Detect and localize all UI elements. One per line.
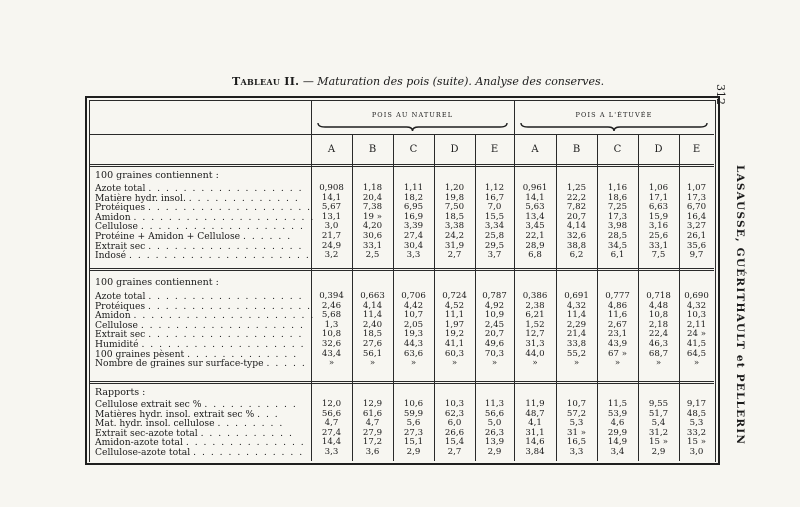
table-cell: 67 » [608, 348, 627, 359]
row-label-text: Humidité [95, 339, 142, 350]
row-rule [89, 134, 714, 135]
leader-dots: . . . [257, 408, 280, 420]
table-cell: » [410, 358, 417, 369]
table-cell: 2,29 [566, 319, 587, 330]
table-cell: 27,3 [403, 427, 424, 438]
table-cell: 2,7 [447, 250, 462, 261]
table-cell: 13,1 [321, 211, 342, 222]
section-title: 100 graines contiennent : [95, 277, 219, 288]
table-cell: 1,20 [444, 183, 465, 193]
table-cell: 21,4 [566, 329, 587, 340]
table-cell: 15 » [687, 437, 706, 448]
table-caption-text: — Maturation des pois (suite). Analyse des conserves. [302, 75, 605, 88]
table-cell: 46,3 [648, 339, 669, 349]
table-cell: 3,0 [689, 447, 704, 457]
table-cell: 4,42 [403, 300, 424, 311]
row-label-text: Nombre de graines sur surface-type [95, 358, 267, 370]
row-label-text: Cellulose [95, 221, 141, 233]
table-cell: » [328, 358, 335, 369]
row-label-text: Amidon-azote total [95, 437, 186, 449]
table-cell: 2,7 [447, 447, 462, 457]
table-cell: » [573, 358, 580, 369]
table-cell: 4,32 [566, 300, 587, 311]
group-brace [317, 122, 508, 134]
table-cell: 61,6 [362, 408, 383, 419]
column-header: E [692, 144, 701, 155]
table-cell: 18,2 [403, 192, 424, 203]
table-cell: 44,3 [403, 339, 424, 349]
table-cell: 7,0 [487, 202, 502, 213]
leader-dots: . . . . . . . . . . . . . . [185, 437, 306, 449]
table-cell: 6,2 [569, 250, 584, 261]
table-cell: 20,4 [362, 192, 383, 203]
table-cell: 31,9 [444, 240, 465, 251]
table-cell: 59,9 [403, 408, 424, 419]
table-cell: 6,63 [648, 202, 669, 213]
table-cell: 3,3 [569, 447, 584, 457]
table-cell: 4,14 [566, 221, 587, 232]
table-cell: 11,5 [607, 399, 628, 409]
table-cell: 41,5 [686, 339, 707, 349]
table-cell: 24,9 [321, 240, 342, 251]
table-cell: 14,1 [321, 192, 342, 203]
table-cell: 1,16 [607, 183, 628, 193]
table-cell: 19,3 [403, 329, 424, 340]
table-cell: 53,9 [607, 408, 628, 419]
row-rule [89, 381, 714, 382]
table-cell: 56,6 [484, 408, 505, 419]
table-cell: 3,39 [403, 221, 424, 232]
table-cell: 15,1 [403, 437, 424, 448]
table-cell: 2,11 [686, 319, 707, 330]
table-cell: 21,7 [321, 231, 342, 241]
table-cell: 1,12 [484, 183, 505, 193]
table-cell: 10,7 [403, 310, 424, 321]
table-cell: 5,3 [689, 418, 704, 429]
table-cell: » [532, 358, 538, 369]
table-cell: 62,3 [444, 408, 465, 419]
leader-dots: . . . . . . . . . . . . . . . . . . [148, 329, 303, 341]
table-cell: 68,7 [648, 348, 669, 359]
table-cell: 12,7 [525, 329, 545, 340]
table-cell: 2,45 [484, 319, 505, 330]
table-cell: 4,6 [610, 418, 625, 429]
leader-dots: . . . . . [266, 358, 307, 370]
table-cell: 0,961 [522, 183, 548, 193]
table-cell: 10,9 [484, 310, 505, 321]
table-cell: 6,95 [403, 202, 424, 213]
table-cell: 3,3 [406, 250, 421, 261]
table-cell: 60,3 [444, 348, 465, 359]
table-cell: 11,3 [484, 399, 505, 409]
group-brace [520, 122, 708, 134]
table-cell: 10,8 [321, 329, 342, 340]
table-cell: 3,45 [525, 221, 545, 232]
table-cell: 15 » [649, 437, 668, 448]
row-label-text: Matière hydr. insol. [95, 192, 189, 204]
table-cell: 6,70 [686, 202, 707, 213]
table-cell: 56,6 [321, 408, 342, 419]
table-cell: 11,9 [525, 399, 545, 409]
table-cell: 0,787 [482, 291, 507, 301]
leader-dots: . . . . . . . . . . . . . . . . . . . [141, 339, 306, 350]
table-cell: 2,9 [651, 447, 666, 457]
table-cell: 33,8 [566, 339, 587, 349]
table-cell: 23,1 [607, 329, 628, 340]
table-cell: 17,3 [686, 192, 707, 203]
running-head: LASAUSSE, GUÉRITHAULT et PELLERIN [734, 165, 746, 446]
table-cell: 0,691 [564, 291, 589, 301]
table-cell: 3,0 [324, 221, 339, 232]
table-cell: 63,6 [403, 348, 424, 359]
table-cell: 4,7 [365, 418, 380, 429]
table-cell: 10,6 [403, 399, 424, 409]
table-cell: 7,25 [607, 202, 628, 213]
table-cell: » [451, 358, 458, 369]
table-cell: 29,5 [484, 240, 505, 251]
column-header: A [531, 144, 539, 155]
table-cell: 19,8 [444, 192, 465, 203]
table-cell: 15,4 [444, 437, 465, 448]
table-cell: 38,8 [566, 240, 587, 251]
group-heading: POIS AU NATUREL [371, 111, 454, 119]
row-label-text: Protéiques [95, 300, 149, 312]
table-cell: 0,386 [522, 291, 548, 301]
row-rule [89, 268, 714, 269]
row-label-text: Mat. hydr. insol. cellulose [95, 418, 218, 430]
table-cell: 24 » [687, 329, 706, 340]
table-cell: 4,48 [648, 300, 669, 311]
table-cell: 12,9 [362, 399, 383, 409]
table-cell: 27,9 [362, 427, 383, 438]
table-cell: 19,2 [444, 329, 465, 340]
table-cell: 3,16 [648, 221, 669, 232]
table-cell: 10,3 [444, 399, 465, 409]
table-cell: 16,5 [566, 437, 587, 448]
column-header: C [613, 144, 622, 155]
table-cell: 5,68 [321, 310, 342, 321]
table-cell: 11,1 [444, 310, 465, 321]
table-cell: 11,4 [362, 310, 383, 321]
table-cell: 11,6 [607, 310, 628, 321]
table-cell: 27,4 [321, 427, 342, 438]
table-cell: 70,3 [484, 348, 505, 359]
column-header: C [409, 144, 418, 155]
table-cell: 0,777 [605, 291, 630, 301]
row-label-text: Cellulose [95, 319, 141, 331]
table-cell: 6,1 [610, 250, 625, 261]
leader-dots: . . . . . . . . . . . . . [188, 192, 300, 204]
column-header: D [450, 144, 459, 155]
leader-dots: . . . . . . . . . . . . . [193, 447, 304, 458]
table-cell: 22,4 [648, 329, 669, 340]
row-rule [89, 166, 714, 167]
leader-dots: . . . . . . . . . . . . . [187, 348, 298, 360]
column-header: A [327, 144, 336, 155]
table-cell: » [693, 358, 700, 369]
table-cell: 1,11 [403, 183, 424, 193]
table-cell: 44,0 [525, 348, 545, 359]
table-cell: 22,2 [566, 192, 587, 203]
row-label-text: Amidon [95, 310, 134, 322]
table-cell: 20,7 [566, 211, 587, 222]
row-label-text: Extrait sec [95, 329, 149, 341]
table-cell: 17,1 [648, 192, 669, 203]
leader-dots: . . . . . . . . . . . . . . . . . . . [148, 202, 312, 214]
table-cell: 31,2 [648, 427, 669, 438]
table-cell: 4,20 [362, 221, 383, 232]
table-cell: 3,3 [324, 447, 339, 457]
table-cell: 14,6 [525, 437, 545, 448]
table-cell: 29,9 [607, 427, 628, 438]
table-cell: 4,1 [528, 418, 542, 429]
table-cell: 31 » [567, 427, 586, 438]
section-title: Rapports : [95, 387, 146, 398]
table-cell: » [369, 358, 376, 369]
table-cell: 10,7 [566, 399, 587, 409]
table-cell: 32,6 [321, 339, 342, 349]
table-cell: 0,690 [684, 291, 709, 301]
table-cell: 31,1 [525, 427, 545, 438]
table-cell: 64,5 [686, 348, 707, 359]
table-caption [232, 75, 604, 88]
table-cell: 25,6 [648, 231, 669, 241]
table-cell: 2,18 [648, 319, 669, 330]
table-cell: 24,2 [444, 231, 465, 241]
row-label-text: Protéine + Amidon + Cellulose [95, 231, 244, 242]
row-label [95, 359, 306, 368]
table-cell: 33,1 [648, 240, 669, 251]
table-cell: 5,63 [525, 202, 545, 213]
row-label-text: Azote total [95, 291, 149, 302]
table-cell: 5,0 [487, 418, 502, 429]
table-cell: 9,7 [689, 250, 704, 261]
table-cell: 7,38 [362, 202, 383, 213]
row-label-text: Cellulose-azote total [95, 447, 194, 458]
table-cell: 49,6 [484, 339, 505, 349]
table-cell: 16,7 [484, 192, 505, 203]
leader-dots: . . . . . . . . . . . . . . . . . . . . . [133, 310, 315, 322]
table-cell: 6,8 [528, 250, 542, 261]
table-cell: 55,2 [566, 348, 587, 359]
table-cell: 3,27 [686, 221, 707, 232]
table-cell: 33,2 [686, 427, 707, 438]
table-cell: 13,9 [484, 437, 505, 448]
table-cell: 48,5 [686, 408, 707, 419]
table-cell: 4,52 [444, 300, 465, 311]
table-cell: 2,46 [321, 300, 342, 311]
row-rule [89, 270, 714, 271]
table-cell: 0,663 [360, 291, 385, 301]
table-cell: 12,0 [321, 399, 342, 409]
table-cell: 18,5 [444, 211, 465, 222]
table-cell: » [614, 358, 621, 369]
table-cell: 4,92 [484, 300, 505, 311]
table-cell: 34,5 [607, 240, 628, 251]
table-cell: 43,4 [321, 348, 342, 359]
table-cell: 25,8 [484, 231, 505, 241]
table-cell: 35,6 [686, 240, 707, 251]
row-rule [89, 383, 714, 384]
table-cell: 5,3 [569, 418, 584, 429]
table-cell: 1,25 [566, 183, 587, 193]
row-label-text: 100 graines pèsent [95, 348, 188, 360]
table-cell: 1,97 [444, 319, 465, 330]
table-cell: 15,5 [484, 211, 505, 222]
table-cell: 32,6 [566, 231, 587, 241]
table-cell: 0,394 [319, 291, 344, 301]
table-cell: 3,7 [487, 250, 502, 261]
row-label-text: Cellulose extrait sec % [95, 399, 205, 410]
table-cell: 4,14 [362, 300, 383, 311]
table-cell: 1,52 [525, 319, 545, 330]
table-cell: 2,9 [487, 447, 502, 457]
table-cell: 7,5 [651, 250, 666, 261]
row-label [95, 448, 304, 457]
table-cell: 56,1 [362, 348, 383, 359]
row-label-text: Indosé [95, 250, 130, 262]
table-cell: 16,4 [686, 211, 707, 222]
leader-dots: . . . . . . . . . . . . . . . . . . . . . [129, 250, 311, 262]
table-cell: 2,67 [607, 319, 628, 330]
table-cell: 26,1 [686, 231, 707, 241]
table-cell: 3,38 [444, 221, 465, 232]
table-cell: 6,21 [525, 310, 545, 321]
table-cell: 3,84 [525, 447, 545, 457]
leader-dots: . . . . . . . . . . . . . . . . . . . [148, 300, 312, 312]
table-cell: 3,34 [484, 221, 505, 232]
column-header: E [490, 144, 499, 155]
table-cell: 0,724 [442, 291, 467, 301]
column-header: B [368, 144, 377, 155]
table-cell: 18,5 [362, 329, 383, 340]
table-cell: 26,6 [444, 427, 465, 438]
leader-dots: . . . . . . . . . . . . . . . . . . . [140, 319, 305, 331]
table-cell: 3,2 [324, 250, 339, 261]
table-cell: 28,9 [525, 240, 545, 251]
table-cell: 14,9 [607, 437, 628, 448]
section-title: 100 graines contiennent : [95, 170, 219, 181]
table-cell: 15,9 [648, 211, 669, 222]
leader-dots: . . . . . . . . [217, 418, 284, 430]
table-cell: 1,06 [648, 183, 669, 193]
table-cell: 30,6 [362, 231, 383, 241]
table-cell: 20,7 [484, 329, 505, 340]
table-cell: 5,6 [406, 418, 421, 429]
table-cell: 22,1 [525, 231, 545, 241]
table-cell: 17,2 [362, 437, 383, 448]
table-cell: 27,6 [362, 339, 383, 349]
table-cell: » [491, 358, 498, 369]
table-cell: 51,7 [648, 408, 669, 419]
group-heading: POIS A L'ÉTUVÉE [575, 111, 653, 119]
table-cell: 2,9 [406, 447, 421, 457]
table-caption-label: Tableau II. [232, 75, 300, 88]
column-header: D [654, 144, 663, 155]
table-cell: 1,07 [686, 183, 707, 193]
table-cell: 6,0 [447, 418, 462, 429]
row-label-text: Extrait sec [95, 240, 149, 252]
table-cell: 13,4 [525, 211, 545, 222]
table-cell: 16,9 [403, 211, 424, 222]
leader-dots: . . . . . . . . . . . . . . . . . . . . . [133, 211, 315, 223]
column-header: B [572, 144, 581, 155]
leader-dots: . . . . . . . . . . . . . . . . . . [148, 183, 304, 194]
table-cell: 4,7 [324, 418, 339, 429]
row-label-text: Amidon [95, 211, 134, 223]
table-cell: 41,1 [444, 339, 465, 349]
table-cell: 4,32 [686, 300, 707, 311]
table-cell: 2,5 [365, 250, 380, 261]
table-cell: 5,4 [651, 418, 666, 429]
row-label-text: Protéiques [95, 202, 149, 214]
table-cell: 7,50 [444, 202, 465, 213]
table-cell: 4,86 [607, 300, 628, 311]
table-cell: 18,6 [607, 192, 628, 203]
table-cell: 19 » [363, 211, 382, 222]
row-label-text: Matières hydr. insol. extrait sec % [95, 408, 258, 420]
table-cell: 9,55 [648, 399, 669, 409]
table-cell: 14,1 [525, 192, 545, 203]
table-cell: 30,4 [403, 240, 424, 251]
leader-dots: . . . . . . . . . . . [200, 427, 294, 439]
leader-dots: . . . . . . . . . . . . . . . . . . [148, 240, 303, 252]
table-cell: 28,5 [607, 231, 628, 241]
table-cell: 48,7 [525, 408, 545, 419]
row-label-text: Extrait sec-azote total [95, 427, 201, 439]
row-rule [89, 164, 714, 165]
table-cell: 10,8 [648, 310, 669, 321]
table-cell: 7,82 [566, 202, 587, 213]
table-cell: 11,4 [566, 310, 587, 321]
leader-dots: . . . . . . [243, 231, 292, 242]
table-cell: 27,4 [403, 231, 424, 241]
table-cell: » [655, 358, 662, 369]
table-cell: 33,1 [362, 240, 383, 251]
table-cell: 3,6 [365, 447, 380, 457]
table-cell: 0,706 [401, 291, 426, 301]
table-cell: 31,3 [525, 339, 545, 349]
table-cell: 2,40 [362, 319, 383, 330]
leader-dots: . . . . . . . . . . . . . . . . . . . [140, 221, 305, 233]
table-cell: 5,67 [321, 202, 342, 213]
row-label-text: Azote total [95, 183, 149, 194]
table-cell: 43,9 [607, 339, 628, 349]
table-cell: 17,3 [607, 211, 628, 222]
table-cell: 26,3 [484, 427, 505, 438]
table-cell: 57,2 [566, 408, 587, 419]
table-cell: 2,38 [525, 300, 545, 311]
table-cell: 1,3 [324, 319, 339, 330]
table-cell: 3,98 [607, 221, 628, 232]
leader-dots: . . . . . . . . . . . [204, 399, 298, 410]
leader-dots: . . . . . . . . . . . . . . . . . . [148, 291, 304, 302]
table-cell: 9,17 [686, 399, 707, 409]
page-number: 312 [714, 84, 727, 105]
table-cell: 2,05 [403, 319, 424, 330]
table-cell: 14,4 [321, 437, 342, 448]
row-label [95, 251, 310, 260]
table-cell: 3,4 [610, 447, 625, 457]
table-cell: 1,18 [362, 183, 383, 193]
table-cell: 0,908 [319, 183, 344, 193]
table-cell: 0,718 [646, 291, 671, 301]
table-cell: 10,3 [686, 310, 707, 321]
